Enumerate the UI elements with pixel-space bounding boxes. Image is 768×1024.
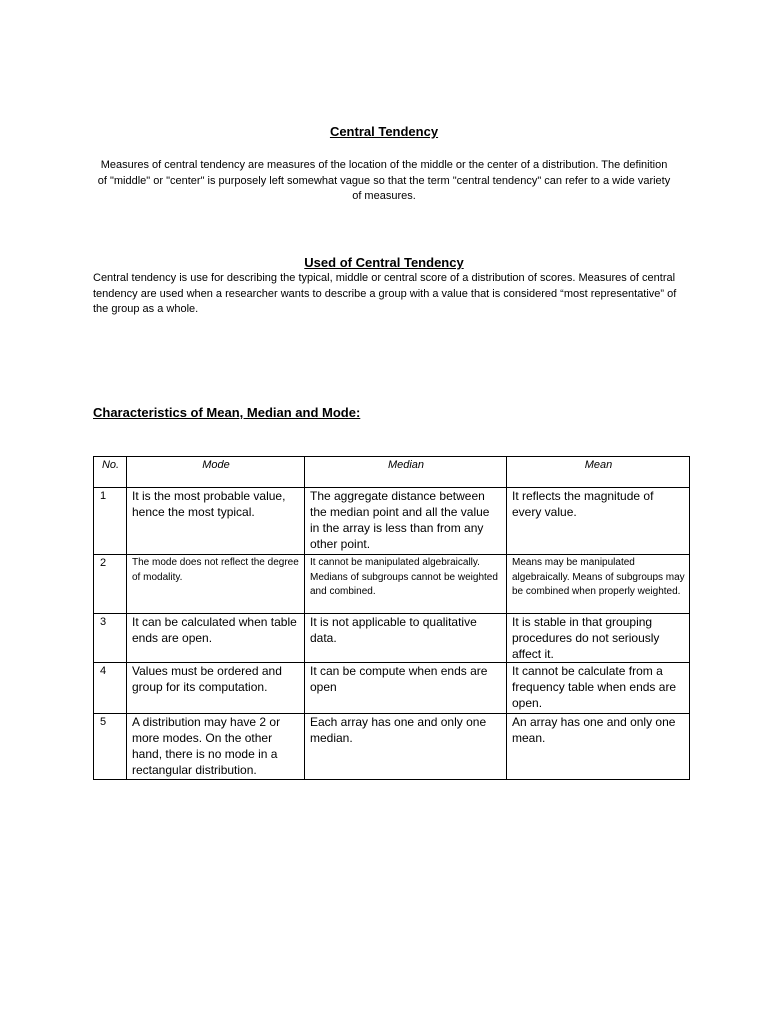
cell-no: 3 <box>94 614 127 663</box>
cell-median: It is not applicable to qualitative data. <box>305 614 507 663</box>
cell-mean: It reflects the magnitude of every value. <box>507 488 690 555</box>
table-header-row <box>94 457 690 488</box>
intro-paragraph: Measures of central tendency are measures of the location of the middle or the center of a distribution. The definition of "middle" or "center" is purposely left somewhat vague so that the term "central tendency" can refer to a wide variety of measures. <box>97 159 671 202</box>
cell-median: It can be compute when ends are open <box>305 663 507 714</box>
cell-mode: Values must be ordered and group for its computation. <box>127 663 305 714</box>
characteristics-heading: Characteristics of Mean, Median and Mode: <box>93 405 361 420</box>
used-heading: Used of Central Tendency <box>304 255 464 270</box>
characteristics-table <box>93 456 690 780</box>
cell-mode: It can be calculated when table ends are open. <box>127 614 305 663</box>
table-row <box>94 555 690 614</box>
header-median: Median <box>305 457 507 488</box>
cell-mean: It cannot be calculate from a frequency table when ends are open. <box>507 663 690 714</box>
cell-mode: A distribution may have 2 or more modes. On the other hand, there is no mode in a rectangular distribution. <box>127 714 305 780</box>
cell-mean: It is stable in that grouping procedures do not seriously affect it. <box>507 614 690 663</box>
header-no: No. <box>94 457 127 488</box>
header-mean: Mean <box>507 457 690 488</box>
cell-no: 1 <box>94 488 127 555</box>
cell-mode: It is the most probable value, hence the most typical. <box>127 488 305 555</box>
cell-no: 5 <box>94 714 127 780</box>
table-row <box>94 614 690 663</box>
cell-mean: Means may be manipulated algebraically. Means of subgroups may be combined when properly weighted. <box>507 555 690 614</box>
cell-no: 4 <box>94 663 127 714</box>
header-mode: Mode <box>127 457 305 488</box>
used-paragraph: Central tendency is use for describing the typical, middle or central score of a distribution of scores. Measures of central tendency are used when a researcher wants to describe a group with a value that is considered “most representative” of the group as a whole. <box>93 272 677 315</box>
table-row <box>94 663 690 714</box>
table-row <box>94 714 690 780</box>
cell-no: 2 <box>94 555 127 614</box>
page-title: Central Tendency <box>329 124 439 139</box>
table-row <box>94 488 690 555</box>
cell-median: Each array has one and only one median. <box>305 714 507 780</box>
cell-mode: The mode does not reflect the degree of modality. <box>127 555 305 614</box>
cell-median: The aggregate distance between the median point and all the value in the array is less than from any other point. <box>305 488 507 555</box>
cell-mean: An array has one and only one mean. <box>507 714 690 780</box>
cell-median: It cannot be manipulated algebraically. Medians of subgroups cannot be weighted and combined. <box>305 555 507 614</box>
